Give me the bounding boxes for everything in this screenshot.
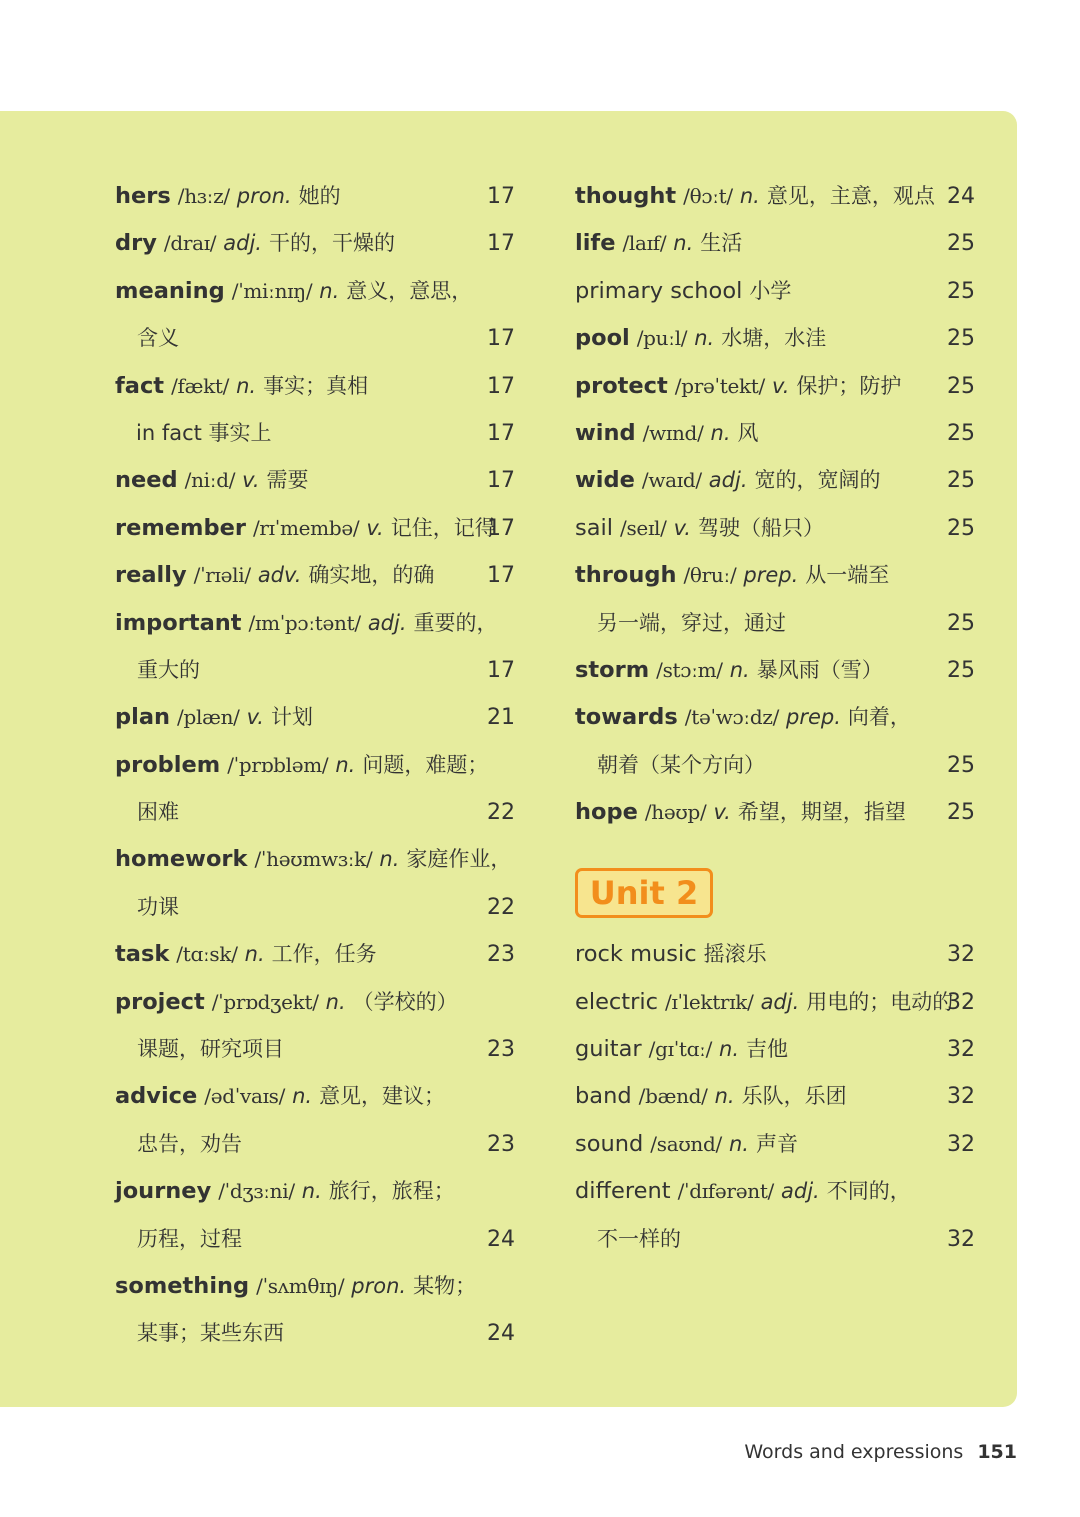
vocab-entry (115, 363, 515, 410)
entry-phonetic: /həʊp/ (644, 800, 707, 825)
vocab-entry (115, 742, 515, 789)
entry-meaning: 风 (737, 420, 759, 445)
entry-page-number: 25 (947, 657, 975, 683)
entry-phonetic: /plæn/ (177, 705, 240, 730)
entry-meaning: 希望，期望，指望 (737, 800, 906, 825)
vocab-entry (575, 931, 975, 978)
vocab-entry (115, 268, 515, 315)
entry-page-number: 32 (947, 1037, 975, 1063)
entry-phonetic: /stɔːm/ (656, 657, 723, 682)
entry-page-number: 25 (947, 231, 975, 257)
entry-page-number: 32 (947, 942, 975, 968)
vocab-entry (115, 1026, 515, 1073)
entry-phonetic: /seɪl/ (620, 515, 667, 540)
entry-part-of-speech: v. (246, 705, 264, 730)
vocab-entry (115, 647, 515, 694)
entry-part-of-speech: adj. (760, 989, 800, 1014)
vocab-entry (575, 410, 975, 457)
entry-meaning: 水塘，水洼 (721, 326, 827, 351)
entry-meaning: 向着， (847, 705, 911, 730)
vocab-entry (575, 220, 975, 267)
entry-part-of-speech: n. (729, 657, 750, 682)
entry-meaning-continuation: 功课 (137, 894, 179, 919)
entry-meaning: 生活 (700, 231, 743, 256)
vocab-entry (115, 694, 515, 741)
entry-part-of-speech: v. (366, 515, 384, 540)
entry-meaning-continuation: 不一样的 (597, 1226, 681, 1251)
entry-page-number: 17 (487, 515, 515, 541)
entry-meaning-continuation: 历程，过程 (137, 1226, 242, 1251)
left-column (115, 173, 515, 1358)
entry-meaning: 宽的，宽阔的 (754, 468, 881, 493)
entry-phonetic: /ɪmˈpɔːtənt/ (248, 610, 361, 635)
entry-phonetic: /gɪˈtɑː/ (648, 1037, 713, 1062)
entry-word: meaning (115, 277, 225, 304)
entry-phonetic: /θruː/ (683, 563, 737, 588)
entry-meaning: 确实地，的确 (308, 563, 435, 588)
entry-phonetic: /ɪˈlektrɪk/ (665, 989, 754, 1014)
entry-meaning: 工作，任务 (271, 942, 377, 967)
entry-phonetic: /ˈrɪəli/ (193, 563, 251, 588)
footer-page-number: 151 (977, 1441, 1017, 1463)
entry-word: really (115, 562, 187, 589)
entry-word: sound (575, 1130, 644, 1157)
vocab-entry (115, 836, 515, 883)
entry-word: primary school (575, 277, 743, 304)
entry-meaning: 家庭作业， (406, 847, 512, 872)
entry-meaning: 从一端至 (805, 563, 890, 588)
entry-meaning: 记住，记得 (390, 515, 496, 540)
entry-phonetic: /ˈsʌmθɪŋ/ (256, 1273, 345, 1298)
entry-page-number: 25 (947, 278, 975, 304)
vocab-entry (115, 220, 515, 267)
entry-part-of-speech: n. (694, 326, 715, 351)
entry-part-of-speech: adj. (223, 231, 262, 256)
entry-meaning-continuation: 重大的 (137, 657, 200, 682)
entry-page-number: 17 (487, 563, 515, 589)
entry-page-number: 22 (487, 894, 515, 920)
entry-part-of-speech: n. (739, 184, 760, 208)
entry-meaning: 驾驶（船只） (697, 515, 824, 540)
vocab-entry (115, 1073, 515, 1120)
entry-page-number: 24 (947, 184, 975, 209)
entry-phonetic: /draɪ/ (163, 231, 217, 256)
entry-word: electric (575, 988, 659, 1015)
entry-phonetic: /təˈwɔːdz/ (684, 705, 780, 730)
entry-meaning: 声音 (755, 1131, 798, 1156)
vocab-entry (115, 931, 515, 978)
entry-word: through (575, 562, 677, 589)
vocab-entry (575, 505, 975, 552)
entry-meaning: 问题，难题； (362, 752, 489, 777)
entry-meaning: 重要的， (413, 610, 498, 635)
entry-meaning: 用电的；电动的 (806, 989, 954, 1014)
entry-page-number: 21 (487, 705, 515, 731)
entry-phonetic: /tɑːsk/ (176, 942, 238, 967)
entry-page-number: 25 (947, 420, 975, 446)
entry-page-number: 17 (487, 468, 515, 494)
entry-word: wide (575, 467, 635, 494)
entry-word: fact (115, 372, 165, 399)
entry-phonetic: /waɪd/ (641, 468, 702, 493)
entry-phonetic: /ˈprɒdʒekt/ (211, 989, 319, 1014)
entry-page-number: 25 (947, 515, 975, 541)
entry-word: plan (115, 704, 171, 731)
vocab-entry (115, 979, 515, 1026)
vocab-entry (115, 1121, 515, 1168)
entry-part-of-speech: n. (244, 942, 265, 967)
vocab-entry (575, 742, 975, 789)
vocab-entry (115, 789, 515, 836)
vocab-entry (575, 268, 975, 315)
entry-part-of-speech: n. (710, 420, 731, 445)
entry-part-of-speech: n. (236, 373, 257, 398)
entry-meaning-continuation: 另一端，穿过，通过 (597, 610, 786, 635)
entry-part-of-speech: n. (325, 989, 346, 1014)
entry-meaning: 乐队，乐团 (741, 1084, 847, 1109)
entry-meaning-continuation: 课题，研究项目 (137, 1037, 284, 1062)
vocab-entry (115, 1310, 515, 1357)
entry-part-of-speech: adj. (367, 610, 407, 635)
vocab-entry (575, 1216, 975, 1263)
entry-phonetic: /laɪf/ (622, 231, 667, 256)
entry-part-of-speech: n. (335, 752, 356, 777)
entry-page-number: 17 (487, 373, 515, 399)
entry-word: advice (115, 1083, 198, 1110)
vocab-entry (575, 1073, 975, 1120)
entry-phonetic: /ˈmiːnɪŋ/ (231, 278, 313, 303)
entry-meaning: 摇滚乐 (703, 942, 767, 967)
entry-word: need (115, 467, 178, 494)
entry-phonetic: /ˈdɪfərənt/ (677, 1179, 774, 1204)
entry-word: something (115, 1272, 250, 1299)
vocab-entry (575, 1121, 975, 1168)
entry-word: towards (575, 704, 678, 731)
entry-meaning: 意见，主意，观点 (766, 184, 935, 208)
entry-page-number: 25 (947, 468, 975, 494)
entry-word: life (575, 230, 616, 257)
entry-page-number: 24 (487, 1321, 515, 1347)
vocab-entry (575, 363, 975, 410)
entry-page-number: 23 (487, 942, 515, 968)
entry-meaning: 事实；真相 (263, 373, 369, 398)
entry-word: homework (115, 846, 248, 873)
entry-part-of-speech: adj. (708, 468, 748, 493)
entry-part-of-speech: v. (673, 515, 691, 540)
vocab-entry (575, 647, 975, 694)
entry-part-of-speech: pron. (351, 1273, 407, 1298)
entry-part-of-speech: prep. (743, 563, 799, 588)
vocab-entry (575, 457, 975, 504)
vocab-entry (575, 600, 975, 647)
entry-meaning: 暴风雨（雪） (756, 657, 883, 682)
entry-part-of-speech: v. (242, 468, 260, 493)
entry-page-number: 25 (947, 752, 975, 778)
entry-word: storm (575, 656, 650, 683)
vocab-entry (575, 979, 975, 1026)
entry-phonetic: /ˈprɒbləm/ (227, 752, 329, 777)
entry-page-number: 32 (947, 1226, 975, 1252)
entry-phonetic: /fækt/ (171, 373, 230, 398)
entry-meaning-continuation: 忠告，劝告 (137, 1131, 242, 1156)
vocab-entry (575, 789, 975, 836)
entry-part-of-speech: n. (719, 1037, 740, 1062)
entry-word: hers (115, 183, 171, 209)
entry-word: problem (115, 751, 221, 778)
entry-meaning: 意见，建议； (319, 1084, 446, 1109)
entry-word: remember (115, 514, 246, 541)
unit-heading-area (575, 836, 975, 931)
vocab-entry (115, 1168, 515, 1215)
vocab-entry (575, 552, 975, 599)
entry-word: rock music (575, 941, 697, 968)
entry-page-number: 22 (487, 800, 515, 826)
page-footer (744, 1441, 1017, 1463)
entry-phonetic: /ˈhəʊmwɜːk/ (254, 847, 373, 872)
entry-meaning: 意义，意思， (346, 278, 473, 303)
entry-word: pool (575, 325, 630, 352)
entry-page-number: 25 (947, 800, 975, 826)
entry-page-number: 32 (947, 989, 975, 1015)
entry-part-of-speech: prep. (786, 705, 841, 730)
entry-meaning: 计划 (270, 705, 313, 730)
vocab-entry (115, 505, 515, 552)
entry-phonetic: /ˈdʒɜːni/ (218, 1179, 295, 1204)
entry-part-of-speech: n. (728, 1131, 749, 1156)
vocab-entry (575, 1168, 975, 1215)
vocab-entry (115, 1216, 515, 1263)
entry-meaning: 干的，干燥的 (268, 231, 395, 256)
vocab-entry (115, 884, 515, 931)
entry-page-number: 23 (487, 1131, 515, 1157)
vocab-entry (115, 410, 515, 457)
entry-word: journey (115, 1178, 212, 1205)
unit-2-badge: Unit 2 (575, 868, 713, 918)
vocab-entry (115, 315, 515, 362)
entry-page-number: 32 (947, 1084, 975, 1110)
entry-word: important (115, 609, 242, 636)
entry-page-number: 32 (947, 1131, 975, 1157)
entry-part-of-speech: n. (301, 1179, 322, 1204)
entry-meaning-continuation: 含义 (137, 326, 179, 351)
entry-part-of-speech: pron. (236, 184, 292, 208)
entry-word: thought (575, 183, 677, 209)
entry-meaning-continuation: 朝着（某个方向） (597, 752, 765, 777)
vocab-entry (115, 600, 515, 647)
entry-part-of-speech: n. (673, 231, 694, 256)
vocab-entry (575, 315, 975, 362)
entry-meaning: 旅行，旅程； (328, 1179, 455, 1204)
entry-word: band (575, 1083, 632, 1110)
entry-phonetic: /bænd/ (638, 1084, 708, 1109)
entry-meaning-continuation: 困难 (137, 800, 179, 825)
entry-phonetic: /wɪnd/ (642, 420, 704, 445)
entry-part-of-speech: adv. (257, 563, 302, 588)
entry-phonetic: /θɔːt/ (683, 184, 733, 208)
entry-page-number: 17 (487, 326, 515, 352)
right-column (575, 173, 975, 1263)
entry-page-number: 25 (947, 373, 975, 399)
entry-part-of-speech: n. (319, 278, 340, 303)
entry-part-of-speech: n. (292, 1084, 313, 1109)
entry-sub-phrase: in fact 事实上 (136, 420, 272, 445)
vocab-entry (115, 457, 515, 504)
entry-word: different (575, 1178, 671, 1205)
entry-phonetic: /rɪˈmembə/ (252, 515, 360, 540)
entry-word: project (115, 988, 205, 1015)
vocab-entry (575, 1026, 975, 1073)
entry-phonetic: /puːl/ (636, 326, 688, 351)
entry-page-number: 17 (487, 184, 515, 209)
entry-word: protect (575, 372, 668, 399)
entry-meaning: 小学 (749, 278, 792, 303)
entry-phonetic: /ədˈvaɪs/ (204, 1084, 286, 1109)
entry-meaning: 保护；防护 (796, 373, 902, 398)
entry-page-number: 17 (487, 420, 515, 446)
entry-word: wind (575, 419, 636, 446)
entry-meaning: 她的 (298, 184, 341, 208)
entry-meaning: 不同的， (826, 1179, 911, 1204)
vocab-entry (115, 173, 515, 220)
entry-page-number: 25 (947, 610, 975, 636)
entry-meaning: （学校的） (352, 989, 458, 1014)
entry-word: sail (575, 514, 614, 541)
entry-page-number: 17 (487, 657, 515, 683)
entry-meaning: 吉他 (746, 1037, 789, 1062)
entry-word: task (115, 941, 170, 968)
entry-phonetic: /saʊnd/ (650, 1131, 722, 1156)
footer-section-title: Words and expressions (744, 1441, 964, 1463)
entry-part-of-speech: n. (714, 1084, 735, 1109)
vocab-entry (575, 173, 975, 220)
entry-phonetic: /prəˈtekt/ (674, 373, 765, 398)
entry-phonetic: /niːd/ (184, 468, 236, 493)
entry-page-number: 17 (487, 231, 515, 257)
entry-phonetic: /hɜːz/ (177, 184, 230, 208)
entry-page-number: 23 (487, 1037, 515, 1063)
entry-word: hope (575, 799, 638, 826)
entry-meaning: 需要 (266, 468, 309, 493)
entry-meaning: 某物； (413, 1273, 477, 1298)
entry-page-number: 25 (947, 326, 975, 352)
entry-part-of-speech: n. (379, 847, 400, 872)
entry-part-of-speech: v. (713, 800, 731, 825)
entry-page-number: 24 (487, 1226, 515, 1252)
vocab-entry (115, 552, 515, 599)
entry-meaning-continuation: 某事；某些东西 (137, 1321, 284, 1346)
entry-part-of-speech: v. (772, 373, 790, 398)
entry-part-of-speech: adj. (781, 1179, 820, 1204)
vocab-entry (575, 694, 975, 741)
entry-word: guitar (575, 1036, 642, 1063)
vocab-entry (115, 1263, 515, 1310)
entry-word: dry (115, 230, 157, 257)
